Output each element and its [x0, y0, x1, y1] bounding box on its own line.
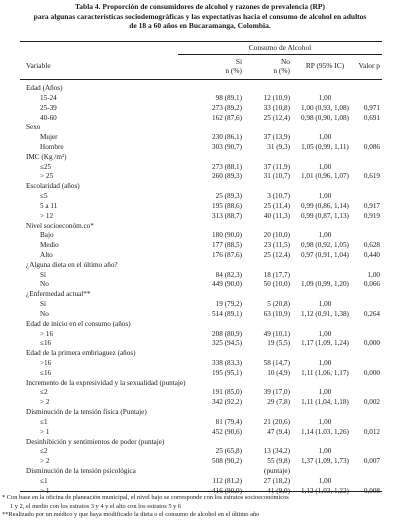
- row-p-value: 0,012: [363, 427, 380, 436]
- row-rp-value: 1,00: [318, 417, 332, 426]
- row-label: > 25: [40, 172, 54, 181]
- row-label: ¿Enfermedad actual**: [26, 290, 91, 299]
- row-no-value: 13 (34,2): [263, 447, 290, 456]
- row-rp-value: 1,00: [318, 359, 332, 367]
- row-rp-value: 1,00: [318, 192, 332, 200]
- row-si-value: 84 (82,3): [215, 270, 242, 279]
- row-si-value: 313 (88,7): [212, 211, 242, 220]
- row-no-value: 39 (17,0): [263, 388, 290, 397]
- table-caption: [14, 2, 386, 31]
- row-rp-value: 1,11 (1,06, 1,17): [301, 368, 349, 377]
- row-si-value: 98 (89,1): [215, 93, 242, 102]
- row-p-value: 0,008: [363, 486, 380, 495]
- row-label: Edad (Años): [26, 84, 63, 92]
- row-p-value: 0,919: [363, 211, 380, 220]
- row-p-value: 1,00: [367, 270, 380, 279]
- caption-line: de 18 a 60 años en Bucaramanga, Colombia.: [129, 21, 271, 31]
- row-p-value: 0,440: [363, 250, 380, 259]
- row-label: No: [40, 309, 49, 318]
- row-p-value: 0,066: [363, 280, 380, 289]
- row-no-value: 63 (10,9): [263, 309, 290, 318]
- row-no-value: 37 (11,9): [263, 162, 290, 171]
- row-label: > 2: [40, 457, 50, 466]
- footnote: **Realizado por un médico y que haya modificado la dieta o el consumo de alcohol en el último año: [2, 511, 260, 519]
- row-no-value: 31 (9,3): [267, 142, 290, 151]
- row-no-value: 3 (10,7): [267, 192, 290, 200]
- row-si-value: 19 (79,2): [215, 300, 242, 308]
- header-si-unit: n (%): [225, 66, 242, 75]
- row-p-value: 0,971: [363, 103, 380, 112]
- row-label: Edad de inicio en el consumo (años): [26, 319, 131, 328]
- row-p-value: 0,086: [363, 142, 380, 151]
- row-no-value: 55 (9,8): [267, 457, 290, 466]
- row-si-value: 325 (94,5): [212, 339, 242, 348]
- row-no-value: 49 (10,1): [263, 329, 290, 338]
- row-rp-value: 1,00 (0,93, 1,08): [301, 103, 349, 112]
- row-no-value: 37 (13,9): [263, 133, 290, 142]
- row-rp-value: 1,00: [318, 300, 332, 308]
- row-rp-value: 1,00: [318, 447, 332, 456]
- row-si-value: 176 (87,6): [212, 250, 242, 259]
- row-label: > 12: [40, 211, 54, 220]
- row-rp-value: 1,00: [318, 162, 332, 171]
- row-si-value: 195 (88,6): [212, 201, 242, 210]
- row-si-value: 230 (86,1): [212, 133, 242, 142]
- row-label: Bajo: [40, 231, 54, 240]
- row-label: Medio: [40, 241, 59, 250]
- row-rp-value: 1,05 (0,99, 1,11): [301, 142, 349, 151]
- row-si-value: 191 (85,0): [212, 388, 242, 397]
- row-rp-value: 0,97 (0,91, 1,04): [301, 250, 349, 259]
- row-label: > 1: [40, 486, 50, 495]
- row-label: 15-24: [40, 93, 57, 102]
- row-rp-value: 0,99 (0,86, 1,14): [301, 201, 349, 210]
- row-label: Escolaridad (años): [26, 182, 80, 191]
- row-si-value: 25 (89,3): [215, 192, 242, 200]
- row-label: 40-60: [40, 113, 57, 122]
- row-p-value: 0,691: [363, 113, 380, 122]
- row-label: > 2: [40, 398, 50, 407]
- row-label: ≤25: [40, 162, 52, 171]
- row-si-value: 177 (88,5): [212, 241, 242, 250]
- row-rp-value: 1,09 (0,99, 1,20): [301, 280, 349, 289]
- row-rp-value: 1,37 (1,09, 1,73): [301, 457, 349, 466]
- row-rp-value: 1,00: [318, 476, 332, 485]
- row-label: Sexo: [26, 123, 41, 132]
- row-no-value: 23 (11,5): [263, 241, 290, 250]
- row-label: Nivel socioeconóm.co*: [26, 221, 94, 230]
- row-label: Sí: [40, 270, 46, 279]
- header-bottom-rule: [20, 79, 382, 80]
- row-label: ≤16: [40, 339, 52, 348]
- row-label: IMC (Kg /m²): [26, 152, 67, 161]
- row-label: Sí: [40, 300, 46, 308]
- row-p-value: 0,000: [363, 368, 380, 377]
- row-label: Alto: [40, 250, 53, 259]
- row-si-value: 260 (89,3): [212, 172, 242, 181]
- row-si-value: 514 (89,1): [212, 309, 242, 318]
- row-label: ≤2: [40, 388, 48, 397]
- row-no-value: 31 (10,7): [263, 172, 290, 181]
- row-rp-value: 0,99 (0,87, 1,13): [301, 211, 349, 220]
- row-label: ≤16: [40, 368, 52, 377]
- row-rp-value: 1,12 (0,91, 1,38): [301, 309, 349, 318]
- row-rp-value: 0,98 (0,90, 1,08): [301, 113, 349, 122]
- row-no-value: 5 (20,8): [267, 300, 290, 308]
- row-no-value: 58 (14,7): [263, 359, 290, 367]
- row-si-value: 162 (87,6): [212, 113, 242, 122]
- row-label: Disminución de la tensión física (Puntaje): [26, 408, 147, 417]
- row-no-value: 21 (20,6): [263, 417, 290, 426]
- row-no-value: 29 (7,8): [267, 398, 290, 407]
- row-si-value: 195 (95,1): [212, 368, 242, 377]
- row-no-value: 12 (10,9): [263, 93, 290, 102]
- row-no-value: 25 (11,4): [263, 201, 290, 210]
- footnotes: [2, 494, 398, 520]
- row-label: Hombre: [40, 142, 64, 151]
- row-si-value: 81 (79,4): [215, 417, 242, 426]
- row-si-value: 208 (80,9): [212, 329, 242, 338]
- row-no-value: 25 (12,4): [263, 113, 290, 122]
- row-label: 5 a 11: [40, 201, 58, 210]
- row-no-value: 25 (12,4): [263, 250, 290, 259]
- header-no: No: [280, 57, 290, 66]
- row-no-value: 20 (10,0): [263, 231, 290, 240]
- row-rp-value: 1,14 (1,03, 1,26): [301, 427, 349, 436]
- row-si-value: 112 (81,2): [212, 476, 242, 485]
- row-label: >16: [40, 359, 52, 367]
- row-no-value: 10 (4,9): [267, 368, 290, 377]
- header-no-unit: n (%): [273, 66, 290, 75]
- row-p-value: 0,628: [363, 241, 380, 250]
- row-p-value: 0,000: [363, 339, 380, 348]
- row-si-value: 273 (89,2): [212, 103, 242, 112]
- row-label: Edad de la primera embriaguez (años): [26, 349, 136, 358]
- row-si-value: 449 (90,0): [212, 280, 242, 289]
- row-label: No: [40, 280, 49, 289]
- row-si-value: 338 (83,3): [212, 359, 242, 367]
- row-si-value: 273 (88,1): [212, 162, 242, 171]
- row-label: > 16: [40, 329, 54, 338]
- row-rp-value: 1,00: [318, 133, 332, 142]
- footnote: * Con base en la oficina de planeación municipal, el nivel bajo se corresponde con los estratos socioeconómicos: [2, 494, 289, 501]
- row-si-value: 303 (90,7): [212, 142, 242, 151]
- row-label: ≤1: [40, 476, 48, 485]
- row-p-value: 0,007: [363, 457, 380, 466]
- row-si-value: 416 (90,0): [212, 486, 242, 495]
- footnote: 1 y 2, el medio con los estratos 3 y 4 y el alto con los estratos 5 y 6: [10, 502, 182, 510]
- header-variable: Variable: [26, 61, 51, 70]
- bottom-rule: [20, 491, 382, 492]
- row-no-value: 18 (17,7): [263, 270, 290, 279]
- row-rp-value: 1,00: [318, 231, 332, 240]
- row-label: Mujer: [40, 133, 58, 142]
- row-rp-value: 1,11 (1,04, 1,18): [301, 398, 349, 407]
- row-si-value: 508 (90,2): [212, 457, 242, 466]
- row-rp-value: 1,12 (1,03, 1,22): [301, 486, 349, 495]
- caption-line: Tabla 4. Proporción de consumidores de alcohol y razones de prevalencia (RP): [74, 2, 325, 11]
- top-rule: [20, 41, 382, 42]
- row-no-value: 19 (5,5): [267, 339, 290, 348]
- header-rp: RP (95% IC): [305, 61, 345, 70]
- row-p-value: 0,917: [363, 201, 380, 210]
- row-p-value: 0,002: [363, 398, 380, 407]
- row-label: ≤2: [40, 447, 48, 456]
- row-si-value: 25 (65,8): [215, 447, 242, 456]
- row-no-value: 47 (9,4): [267, 427, 290, 436]
- group-rule: [178, 54, 382, 55]
- row-no-value: 27 (18,2): [263, 476, 290, 485]
- row-rp-value: 1,00: [318, 93, 332, 102]
- group-header: Consumo de Alcohol: [248, 43, 312, 52]
- row-no-value: 41 (9,0): [267, 486, 290, 495]
- row-no-value: 50 (10,0): [263, 280, 290, 289]
- row-rp-value: 1,00: [318, 388, 332, 397]
- header-p: Valor p: [358, 61, 380, 70]
- row-no-value: 33 (10,8): [263, 103, 290, 112]
- row-rp-value: 1,00: [318, 329, 332, 338]
- row-si-value: 342 (92,2): [212, 398, 242, 407]
- row-rp-value: 0,98 (0,92, 1,05): [301, 241, 349, 250]
- row-rp-value: 1,17 (1,09, 1,24): [301, 339, 349, 348]
- row-si-value: 452 (90,6): [212, 427, 242, 436]
- row-label: Incremento de la expresividad y la sexualidad (puntaje): [26, 378, 186, 387]
- row-label: > 1: [40, 427, 50, 436]
- row-label: Desinhibición y sentimientos de poder (puntaje): [26, 437, 165, 446]
- row-si-value: 180 (90,0): [212, 231, 242, 240]
- row-no-value: 40 (11,3): [263, 211, 290, 220]
- row-label: 25-39: [40, 103, 57, 112]
- row-label: ≤1: [40, 417, 48, 426]
- row-p-value: 0,619: [363, 172, 380, 181]
- header-si: Sí: [235, 57, 242, 66]
- row-p-value: 0,264: [363, 309, 380, 318]
- row-label: Disminución de la tensión psicológica: [26, 467, 136, 475]
- row-rp-value: 1,01 (0,96, 1,07): [301, 172, 349, 181]
- row-label: ¿Alguna dieta en el último año?: [26, 260, 118, 269]
- row-label: ≤5: [40, 192, 48, 200]
- caption-line: para algunas características sociodemográficas y las expectativas hacia el consumo de alcohol en adultos: [33, 11, 367, 21]
- row-no-value: (puntaje): [264, 467, 290, 475]
